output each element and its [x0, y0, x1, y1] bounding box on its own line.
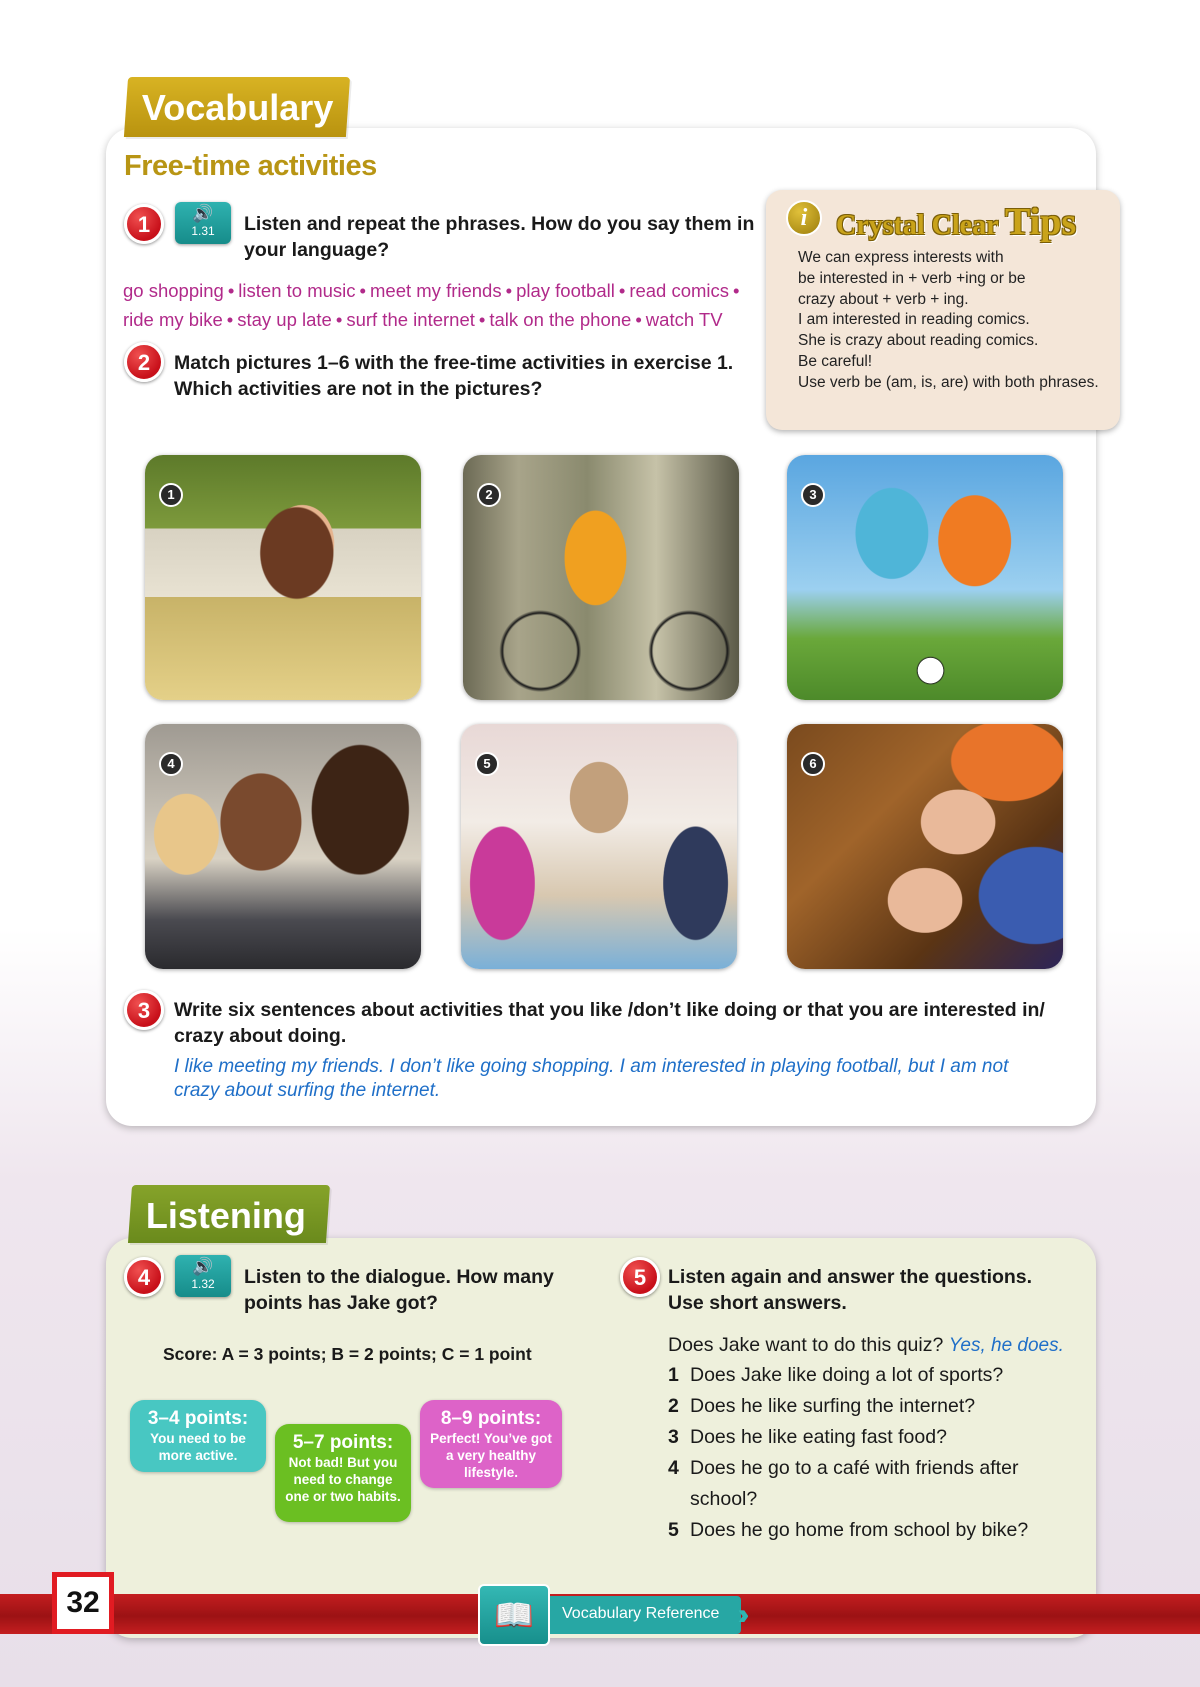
photo-boy-riding-bike — [463, 455, 739, 700]
exercise-1-number: 1 — [124, 204, 164, 244]
exercise-2-number: 2 — [124, 342, 164, 382]
info-icon: i — [786, 200, 822, 236]
tips-text: We can express interests with be interested in + verb +ing or be crazy about + verb + ing. I am interested in reading comics. She is crazy about reading comics. Be careful! Use verb be (am, is, are) with both phrases. — [798, 249, 1099, 391]
exercise-3-instruction: Write six sentences about activities that you like /don’t like doing or that you are interested in/ crazy about doing. — [174, 999, 1045, 1047]
photo-number: 3 — [801, 483, 825, 507]
question-list — [668, 1360, 1068, 1546]
vocabulary-tab: Vocabulary — [124, 77, 350, 137]
tips-brand: Crystal Clear Tips — [836, 201, 1077, 243]
phrase: listen to music — [238, 280, 356, 301]
photo-number: 2 — [477, 483, 501, 507]
section-subtitle: Free-time activities — [124, 150, 377, 182]
photo-girls-shopping — [461, 724, 737, 969]
phrase: stay up late — [237, 309, 332, 330]
exercise-5-instruction: Listen again and answer the questions. Use short answers. — [668, 1266, 1033, 1314]
exercise-1-instruction: Listen and repeat the phrases. How do you say them in your language? — [244, 213, 755, 261]
phrase: meet my friends — [370, 280, 502, 301]
phrase: ride my bike — [123, 309, 223, 330]
photo-number: 5 — [475, 752, 499, 776]
exercise-5-number: 5 — [620, 1257, 660, 1297]
phrase-list: go shopping • listen to music • meet my friends • play football • read comics • ride my bike • stay up late • surf the internet • talk on the phone • watch TV — [123, 280, 740, 330]
question-item: 3 Does he like eating fast food? — [668, 1426, 947, 1448]
photo-girl-on-phone — [145, 455, 421, 700]
phrase: read comics — [629, 280, 730, 301]
question-item: 1 Does Jake like doing a lot of sports? — [668, 1364, 1004, 1386]
question-item: 4 Does he go to a café with friends after school? — [668, 1457, 1019, 1510]
exercise-4-instruction: Listen to the dialogue. How many points has Jake got? — [244, 1266, 554, 1314]
photo-number: 6 — [801, 752, 825, 776]
chevron-right-icon: ›› — [737, 1598, 742, 1631]
phrase: surf the internet — [346, 309, 475, 330]
listening-tab: Listening — [128, 1185, 330, 1243]
phrase: watch TV — [645, 309, 723, 330]
example-answer: Yes, he does. — [948, 1335, 1064, 1356]
speaker-icon: 🔊 — [192, 204, 214, 223]
score-legend: Score: A = 3 points; B = 2 points; C = 1 point — [163, 1344, 532, 1364]
example-question: Does Jake want to do this quiz? Yes, he does. — [668, 1334, 1064, 1356]
photo-girls-at-laptop — [145, 724, 421, 969]
score-bubble-3-4: 3–4 points: You need to be more active. — [130, 1400, 266, 1472]
question-item: 5 Does he go home from school by bike? — [668, 1519, 1029, 1541]
exercise-3-example: I like meeting my friends. I don’t like going shopping. I am interested in playing football, but I am not crazy about surfing the internet. — [174, 1056, 1009, 1101]
phrase: play football — [516, 280, 615, 301]
score-bubble-5-7: 5–7 points: Not bad! But you need to change one or two habits. — [275, 1424, 411, 1522]
phrase: go shopping — [123, 280, 224, 301]
phrase: talk on the phone — [489, 309, 632, 330]
exercise-3-number: 3 — [124, 990, 164, 1030]
photo-number: 4 — [159, 752, 183, 776]
score-bubble-8-9: 8–9 points: Perfect! You’ve got a very healthy lifestyle. — [420, 1400, 562, 1488]
vocabulary-reference-link[interactable]: 📖 Vocabulary Reference ›› — [478, 1586, 741, 1644]
exercise-4-number: 4 — [124, 1257, 164, 1297]
book-icon: 📖 — [478, 1584, 550, 1646]
crystal-clear-tips-box — [766, 190, 1120, 430]
photo-number: 1 — [159, 483, 183, 507]
audio-button-1-32[interactable]: 🔊 1.32 — [175, 1255, 231, 1297]
page-number: 32 — [52, 1572, 114, 1634]
photo-friends-in-leaves — [787, 724, 1063, 969]
exercise-2-instruction: Match pictures 1–6 with the free-time activities in exercise 1. Which activities are not in the pictures? — [174, 352, 734, 400]
question-item: 2 Does he like surfing the internet? — [668, 1395, 976, 1417]
photo-girls-playing-football — [787, 455, 1063, 700]
audio-button-1-31[interactable]: 🔊 1.31 — [175, 202, 231, 244]
speaker-icon: 🔊 — [192, 1257, 214, 1276]
